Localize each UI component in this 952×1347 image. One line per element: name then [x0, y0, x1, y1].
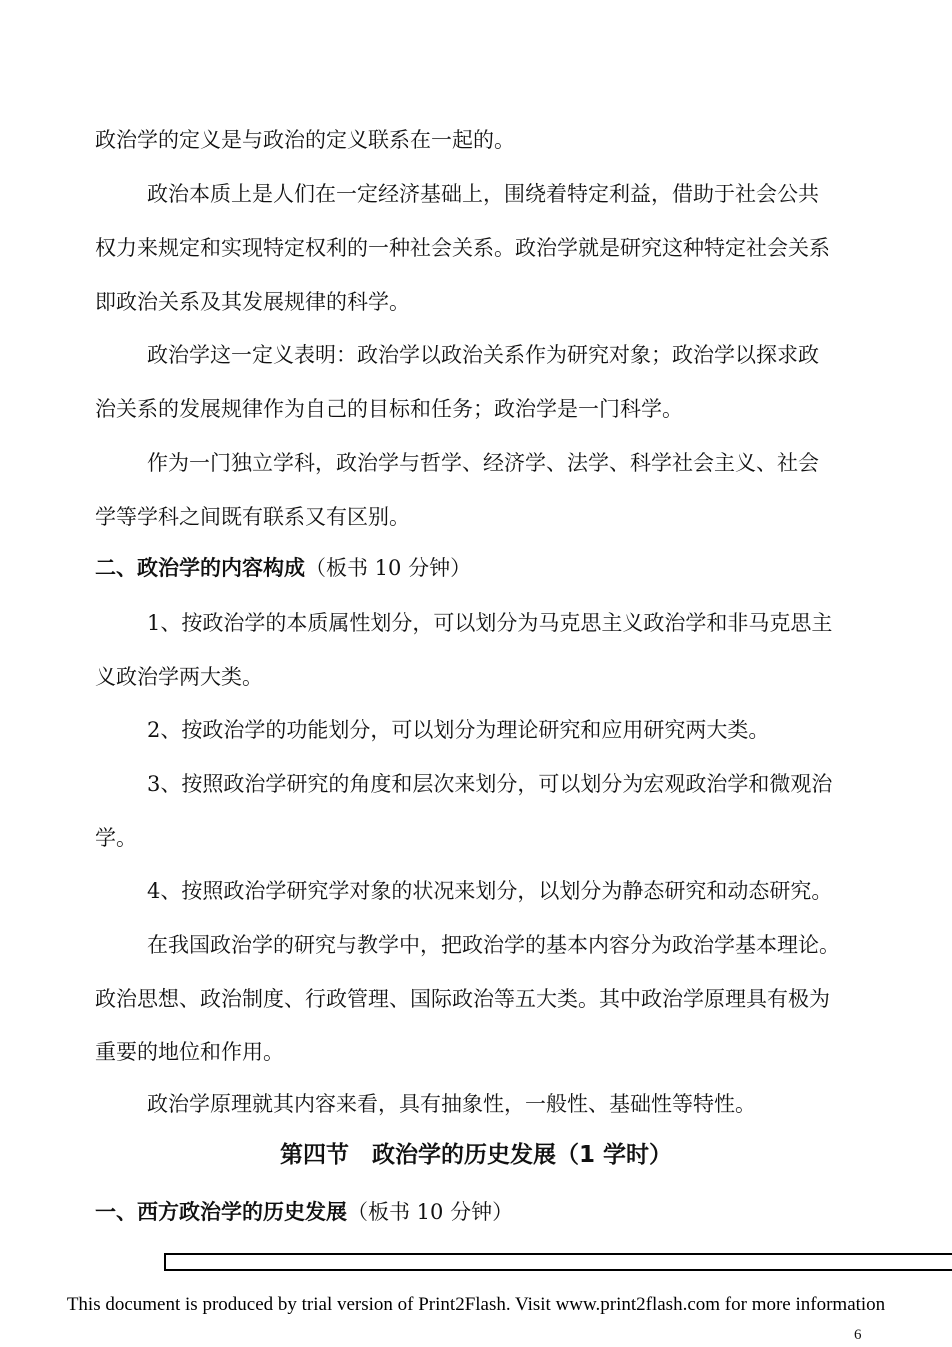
trial-notice: This document is produced by trial version of Print2Flash. Visit www.print2flash.com for more information: [66, 1294, 886, 1315]
list-item-line: 3、按照政治学研究的角度和层次来划分，可以划分为宏观政治学和微观治: [147, 772, 833, 796]
paragraph-line: 政治学这一定义表明：政治学以政治关系作为研究对象；政治学以探求政: [147, 343, 819, 367]
paragraph-line: 在我国政治学的研究与教学中，把政治学的基本内容分为政治学基本理论。: [147, 933, 840, 957]
paragraph-line: 政治思想、政治制度、行政管理、国际政治等五大类。其中政治学原理具有极为: [95, 987, 830, 1011]
paragraph-line: 政治学原理就其内容来看，具有抽象性，一般性、基础性等特性。: [147, 1092, 756, 1116]
paragraph-line: 即政治关系及其发展规律的科学。: [95, 290, 410, 314]
heading-text: 一、西方政治学的历史发展: [95, 1200, 347, 1224]
paragraph-line: 重要的地位和作用。: [95, 1040, 284, 1064]
subsection-heading: [95, 554, 471, 582]
subsection-heading: [95, 1198, 513, 1226]
list-item-line: 学。: [95, 826, 137, 850]
list-item-line: 1、按政治学的本质属性划分，可以划分为马克思主义政治学和非马克思主: [147, 611, 833, 635]
list-item-line: 义政治学两大类。: [95, 665, 263, 689]
paragraph-line: 学等学科之间既有联系又有区别。: [95, 505, 410, 529]
paragraph-line: 作为一门独立学科，政治学与哲学、经济学、法学、科学社会主义、社会: [147, 451, 819, 475]
paragraph-line: 政治学的定义是与政治的定义联系在一起的。: [95, 128, 515, 152]
paragraph-line: 政治本质上是人们在一定经济基础上，围绕着特定利益，借助于社会公共: [147, 182, 819, 206]
paragraph-line: 权力来规定和实现特定权利的一种社会关系。政治学就是研究这种特定社会关系: [95, 236, 830, 260]
heading-note: （板书 10 分钟）: [305, 556, 472, 580]
paragraph-line: 治关系的发展规律作为自己的目标和任务；政治学是一门科学。: [95, 397, 683, 421]
section-title: 第四节 政治学的历史发展（1 学时）: [279, 1142, 672, 1168]
page-number: 6: [854, 1327, 862, 1343]
list-item-line: 4、按照政治学研究学对象的状况来划分，以划分为静态研究和动态研究。: [147, 879, 833, 903]
heading-note: （板书 10 分钟）: [347, 1200, 514, 1224]
heading-text: 二、政治学的内容构成: [95, 556, 305, 580]
list-item-line: 2、按政治学的功能划分，可以划分为理论研究和应用研究两大类。: [147, 718, 770, 742]
trial-banner-box: [164, 1253, 952, 1271]
